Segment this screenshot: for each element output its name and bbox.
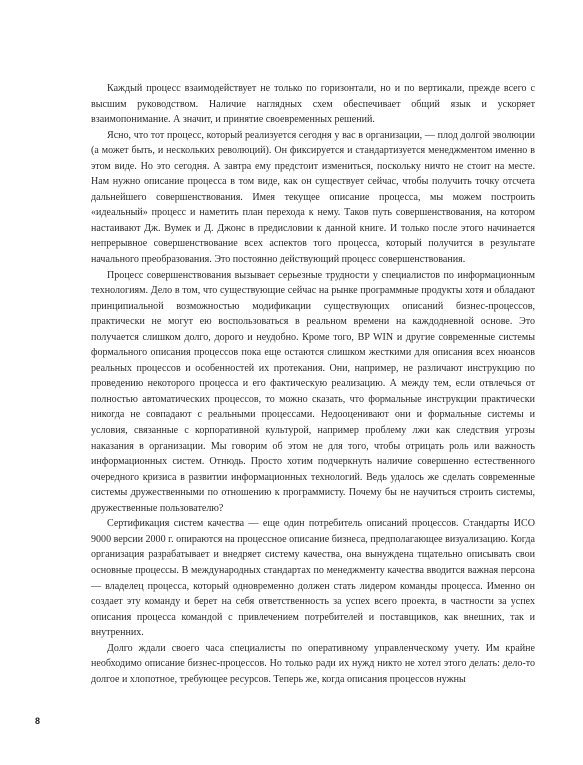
paragraph: Каждый процесс взаимодействует не только по горизонтали, но и по вертикали, прежде всего с высшим руководством. Наличие наглядных схем обеспечивает общий язык и ускоряет взаимопонимание. А значит, и принятие своевременных решений. bbox=[91, 83, 535, 126]
page-number: 8 bbox=[35, 716, 41, 726]
paragraph: Долго ждали своего часа специалисты по оперативному управленческому учету. Им крайне необходимо описание бизнес-процессов. Но только ради их нужд никто не хотел этого делать: дело-то долгое и хлопотное, требующее ресурсов. Теперь же, когда описания процессов нужны bbox=[91, 642, 535, 685]
paragraph: Сертификация систем качества — еще один потребитель описаний процессов. Стандарты ИСО 9000 версии 2000 г. опираются на процессное описание бизнеса, предполагающее визуализацию. Когда организация разрабатывает и внедряет систему качества, она вынуждена тщательно описывать свои основные процессы. В международных стандартах по менеджменту качества вводится важная персона — владелец процесса, который одновременно должен стать лидером команды процесса. Именно он создает эту команду и берет на себя ответственность за успех всего проекта, в частности за успех описания процесса командой с привлечением потребителей и поставщиков, как внешних, так и внутренних. bbox=[91, 518, 535, 639]
paragraph: Ясно, что тот процесс, который реализуется сегодня у вас в организации, — плод долгой эволюции (а может быть, и нескольких революций). Он фиксируется и стандартизуется менеджментом именно в этом виде. Но это сегодня. А завтра ему предстоит измениться, поскольку ничто не стоит на месте. Нам нужно описание процесса в том виде, как он существует сейчас, чтобы получить точку отсчета дальнейшего совершенствования. Имея текущее описание процесса, мы можем построить «идеальный» процесс и наметить план перехода к нему. Таков путь совершенствования, на котором настаивают Дж. Вумек и Д. Джонс в предисловии к данной книге. И только после этого начинается непрерывное совершенствование всех аспектов того процесса, который получится в результате начального преобразования. Это постоянно действующий процесс совершенствования. bbox=[91, 129, 535, 266]
body-text bbox=[91, 81, 535, 687]
paragraph: Процесс совершенствования вызывает серьезные трудности у специалистов по информационным технологиям. Дело в том, что существующие сейчас на рынке программные продукты хотя и обладают принципиальной возможностью модификации существующих описаний бизнес-процессов, практически не могут ею воспользоваться в реальном времени на каждодневной основе. Это получается слишком долго, дорого и неудобно. Кроме того, BP WIN и другие современные системы формального описания процессов пока еще остаются слишком жесткими для описания всех нюансов реальных процессов и особенностей их протекания. Они, например, не различают инструкцию по проведению некоторого процесса и его фактическую реализацию. А между тем, если отвлечься от полностью автоматических процессов, то можно сказать, что формальные инструкции практически никогда не совпадают с реальными процессами. Недооценивают они и формальные системы и условия, связанные с корпоративной культурой, например проблему лжи как следствия угрозы наказания в организации. Мы говорим об этом не для того, чтобы отрицать роль или важность информационных систем. Отнюдь. Просто хотим подчеркнуть наличие совершенно естественного очередного кризиса в развитии информационных технологий. Ведь удалось же сделать современные системы дружественными по отношению к программисту. Почему бы не научиться строить системы, дружественные пользователю? bbox=[91, 269, 535, 514]
